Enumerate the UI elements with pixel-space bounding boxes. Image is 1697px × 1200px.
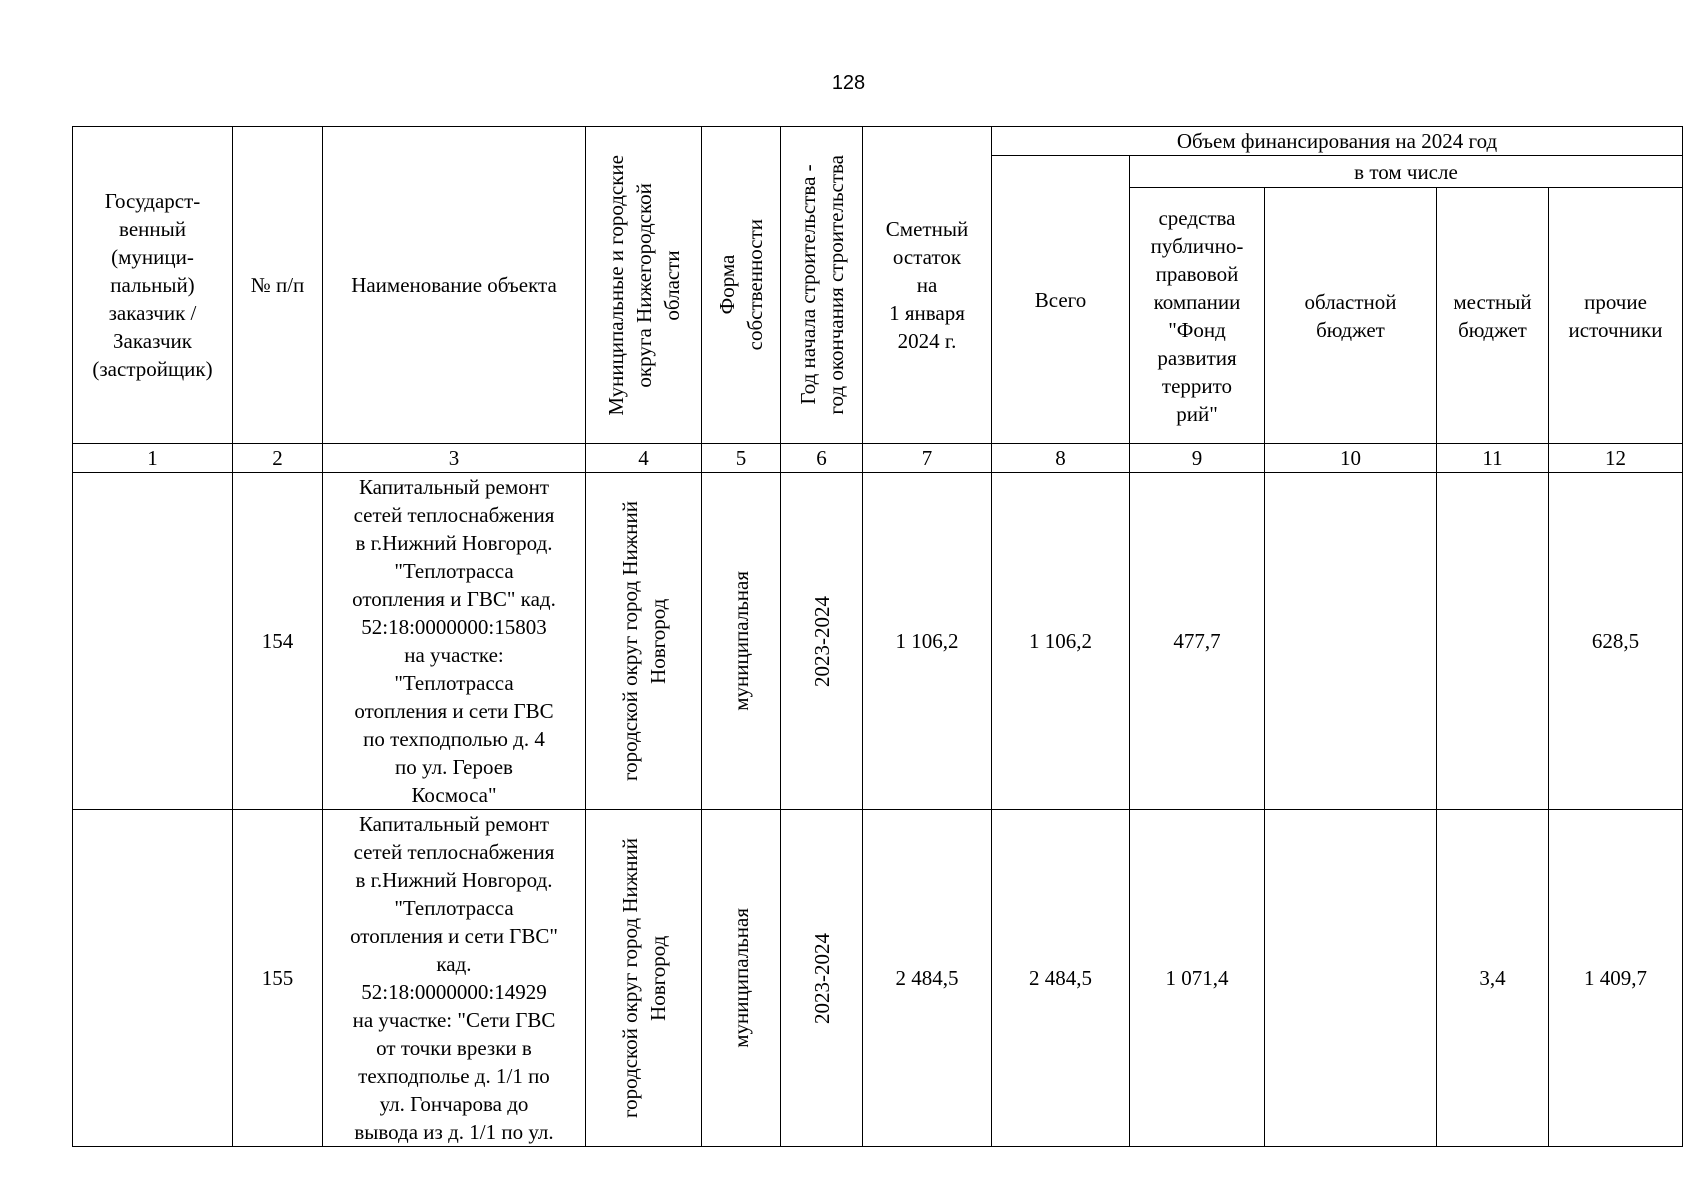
cell-estimate-balance: 1 106,2 (863, 473, 992, 810)
column-number: 4 (586, 444, 702, 473)
cell-municipality (586, 473, 702, 810)
header-object-name (323, 127, 586, 444)
cell-total: 1 106,2 (992, 473, 1130, 810)
cell-municipality-text: городской округ город Нижний Новгород (617, 501, 670, 781)
header-fund (1130, 188, 1265, 444)
header-funding-volume (992, 127, 1683, 156)
header-total-text: Всего (1034, 287, 1087, 312)
cell-customer (73, 810, 233, 1147)
column-number: 7 (863, 444, 992, 473)
cell-years-text: 2023-2024 (809, 595, 834, 687)
header-years (781, 127, 863, 444)
header-object-name-text: Наименование объекта (351, 273, 557, 297)
header-local-budget-text: местный бюджет (1453, 289, 1532, 342)
cell-years-text: 2023-2024 (809, 932, 834, 1024)
column-number: 9 (1130, 444, 1265, 473)
cell-ownership-text: муниципальная (729, 571, 753, 711)
cell-ownership (702, 473, 781, 810)
table-row (73, 473, 1683, 810)
header-ownership (702, 127, 781, 444)
column-number: 11 (1437, 444, 1549, 473)
header-regional-budget (1265, 188, 1437, 444)
cell-local-budget (1437, 473, 1549, 810)
header-years-text: Год начала строительства - год окончания строительства (795, 155, 848, 415)
cell-object-name (323, 473, 586, 810)
cell-fund: 477,7 (1130, 473, 1265, 810)
header-customer (73, 127, 233, 444)
cell-object-name-text: Капитальный ремонт сетей теплоснабжения в г.Нижний Новгород. "Теплотрасса отопления и сети ГВС" кад. 52:18:0000000:14929 на участке: "Сети ГВС от точки врезки в техподполье д. 1/1 по ул. Гончарова до вывода из д. 1/1 по ул. (350, 812, 558, 1144)
cell-object-name (323, 810, 586, 1147)
table-row (73, 810, 1683, 1147)
page-number: 128 (831, 72, 866, 94)
header-including-text: в том числе (1354, 159, 1458, 184)
financing-table (72, 126, 1683, 1147)
header-estimate-balance-text: Сметный остаток на 1 января 2024 г. (885, 217, 969, 353)
cell-object-name-text: Капитальный ремонт сетей теплоснабжения в г.Нижний Новгород. "Теплотрасса отопления и ГВС" кад. 52:18:0000000:15803 на участке: "Теплотрасса отопления и сети ГВС по техподполью д. 4 по ул. Героев Космоса" (352, 475, 556, 807)
column-number: 1 (73, 444, 233, 473)
cell-regional-budget (1265, 810, 1437, 1147)
header-other-sources (1549, 188, 1683, 444)
column-numbers-row (73, 444, 1683, 473)
header-fund-text: средства публично- правовой компании "Фонд развития террито рий" (1150, 205, 1244, 426)
cell-regional-budget (1265, 473, 1437, 810)
header-number-text: № п/п (250, 273, 305, 297)
column-number: 12 (1549, 444, 1683, 473)
header-local-budget (1437, 188, 1549, 444)
cell-municipality (586, 810, 702, 1147)
cell-years (781, 473, 863, 810)
cell-customer (73, 473, 233, 810)
header-total (992, 156, 1130, 444)
header-municipality-text: Муниципальные и городские округа Нижегородской области (603, 154, 684, 416)
cell-total: 2 484,5 (992, 810, 1130, 1147)
column-number: 8 (992, 444, 1130, 473)
cell-local-budget: 3,4 (1437, 810, 1549, 1147)
cell-fund: 1 071,4 (1130, 810, 1265, 1147)
column-number: 3 (323, 444, 586, 473)
cell-ownership (702, 810, 781, 1147)
header-customer-text: Государст- венный (муници- пальный) заказчик / Заказчик (застройщик) (92, 189, 213, 381)
header-other-sources-text: прочие источники (1568, 289, 1663, 342)
header-number (233, 127, 323, 444)
cell-years (781, 810, 863, 1147)
cell-other-sources: 628,5 (1549, 473, 1683, 810)
cell-number: 155 (233, 810, 323, 1147)
cell-municipality-text: городской округ город Нижний Новгород (617, 838, 670, 1118)
header-ownership-text: Форма собственности (715, 219, 767, 351)
header-funding-volume-text: Объем финансирования на 2024 год (1176, 129, 1498, 153)
column-number: 5 (702, 444, 781, 473)
cell-number: 154 (233, 473, 323, 810)
column-number: 2 (233, 444, 323, 473)
cell-ownership-text: муниципальная (729, 908, 753, 1048)
column-number: 10 (1265, 444, 1437, 473)
header-municipality (586, 127, 702, 444)
column-number: 6 (781, 444, 863, 473)
header-estimate-balance (863, 127, 992, 444)
header-regional-budget-text: областной бюджет (1304, 289, 1397, 342)
header-row-1 (73, 127, 1683, 156)
header-including (1130, 156, 1683, 188)
cell-other-sources: 1 409,7 (1549, 810, 1683, 1147)
cell-estimate-balance: 2 484,5 (863, 810, 992, 1147)
